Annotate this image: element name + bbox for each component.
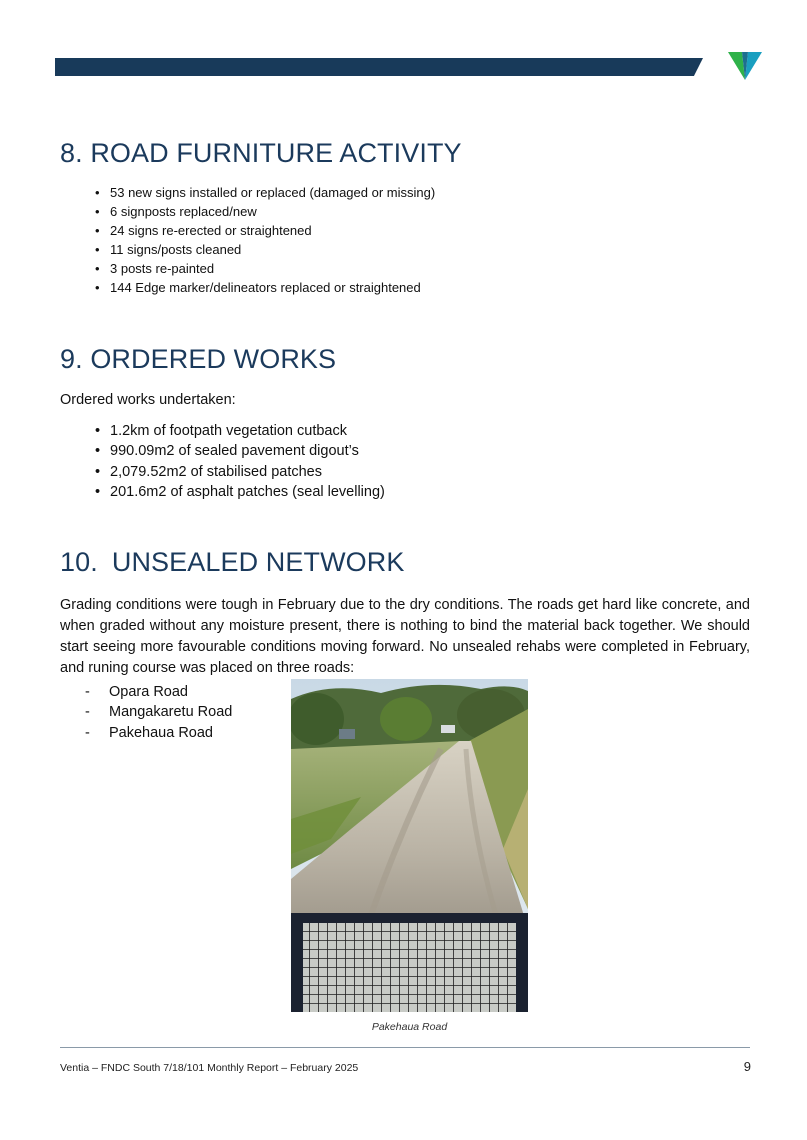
list-item: • 3 posts re-painted	[95, 259, 435, 278]
list-item: - Pakehaua Road	[85, 723, 232, 743]
page-number: 9	[743, 1059, 751, 1074]
list-item: • 2,079.52m2 of stabilised patches	[95, 462, 385, 482]
section-title-ordered-works	[60, 344, 336, 375]
ordered-works-intro: Ordered works undertaken:	[60, 392, 236, 408]
section-title-unsealed-network	[60, 547, 405, 578]
unsealed-roads-list	[85, 682, 232, 743]
section-heading: ORDERED WORKS	[90, 344, 337, 374]
list-item: - Opara Road	[85, 682, 232, 702]
section-number: 10.	[60, 547, 98, 577]
list-item: • 201.6m2 of asphalt patches (seal levelling)	[95, 482, 385, 502]
ordered-works-list	[95, 421, 385, 502]
unsealed-network-paragraph: Grading conditions were tough in February due to the dry conditions. The roads get hard like concrete, and when graded without any moisture present, there is nothing to bind the material back together. We should start seeing more favourable conditions moving forward. No unsealed rehabs were completed in February, and runing course was placed on three roads:	[60, 597, 750, 676]
header-bar	[55, 58, 703, 76]
list-item: • 24 signs re-erected or straightened	[95, 221, 435, 240]
section-heading: ROAD FURNITURE ACTIVITY	[90, 138, 462, 168]
section-number: 9.	[60, 344, 83, 374]
section-heading: UNSEALED NETWORK	[111, 547, 405, 577]
list-item: • 6 signposts replaced/new	[95, 202, 435, 221]
list-item: • 990.09m2 of sealed pavement digout’s	[95, 441, 385, 461]
list-item: • 53 new signs installed or replaced (damaged or missing)	[95, 183, 435, 202]
ventia-logo-icon	[728, 50, 762, 82]
footer-text: Ventia – FNDC South 7/18/101 Monthly Report – February 2025	[60, 1062, 359, 1074]
list-item: • 11 signs/posts cleaned	[95, 240, 435, 259]
footer-rule	[60, 1047, 750, 1048]
photo-caption: Pakehaua Road	[371, 1021, 448, 1033]
section-number: 8.	[60, 138, 83, 168]
list-item: • 144 Edge marker/delineators replaced or straightened	[95, 278, 435, 297]
list-item: - Mangakaretu Road	[85, 702, 232, 722]
section-title-road-furniture	[60, 138, 462, 169]
list-item: • 1.2km of footpath vegetation cutback	[95, 421, 385, 441]
road-furniture-list	[95, 183, 435, 297]
road-photo	[291, 679, 528, 1012]
